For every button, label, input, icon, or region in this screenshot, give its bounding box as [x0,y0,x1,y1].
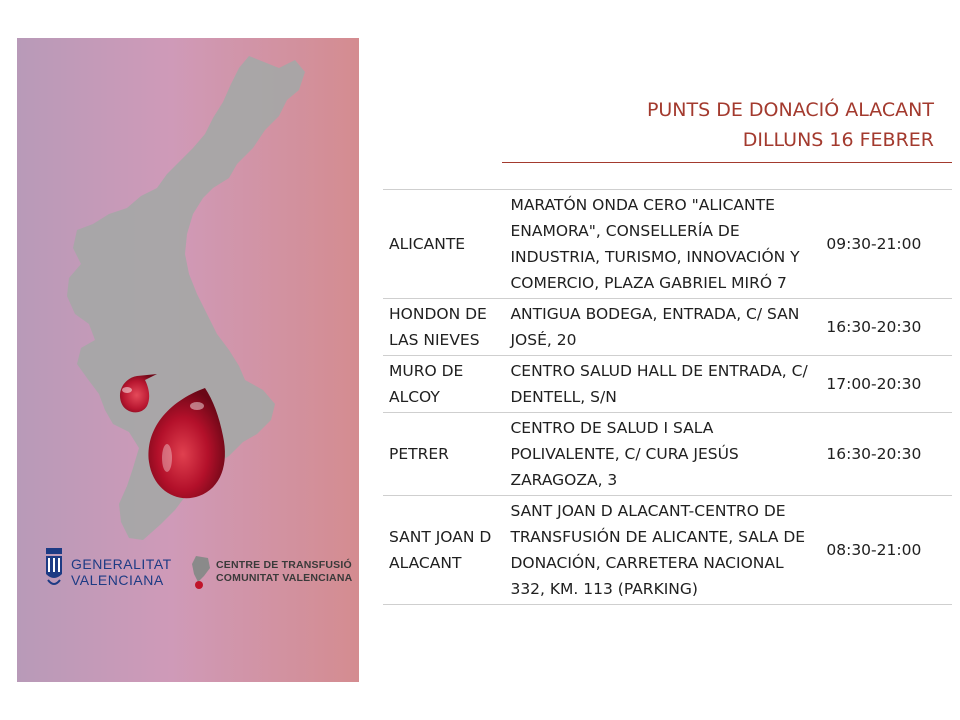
town-cell: SANT JOAN D ALACANT [383,496,504,605]
place-cell: CENTRO SALUD HALL DE ENTRADA, C/ DENTELL, S/N [504,356,818,413]
centre-transfusio-logo [190,554,355,594]
generalitat-logo-text: GENERALITAT VALENCIANA [71,556,172,588]
title-line-1: PUNTS DE DONACIÓ ALACANT [646,99,934,121]
title-line-2: DILLUNS 16 FEBRER [742,129,934,151]
large-drop-highlight [162,444,172,472]
time-cell: 16:30-20:30 [818,299,952,356]
small-drop-highlight [122,387,132,393]
town-cell: MURO DE ALCOY [383,356,504,413]
place-cell: ANTIGUA BODEGA, ENTRADA, C/ SAN JOSÉ, 20 [504,299,818,356]
town-cell: HONDON DE LAS NIEVES [383,299,504,356]
centre-transfusio-logo-text: CENTRE DE TRANSFUSIÓ COMUNITAT VALENCIANA [216,559,353,584]
generalitat-valenciana-logo [44,546,194,590]
time-cell: 08:30-21:00 [818,496,952,605]
time-cell: 17:00-20:30 [818,356,952,413]
centre-transfusio-mark-icon [190,554,212,592]
table-row [383,413,952,496]
coat-of-arms-icon [44,548,64,590]
promo-panel [17,38,359,682]
title-divider [502,162,952,163]
table-row [383,356,952,413]
place-cell: CENTRO DE SALUD I SALA POLIVALENTE, C/ CURA JESÚS ZARAGOZA, 3 [504,413,818,496]
town-cell: PETRER [383,413,504,496]
time-cell: 09:30-21:00 [818,190,952,299]
table-row [383,496,952,605]
place-cell: MARATÓN ONDA CERO "ALICANTE ENAMORA", CONSELLERÍA DE INDUSTRIA, TURISMO, INNOVACIÓN Y COMERCIO, PLAZA GABRIEL MIRÓ 7 [504,190,818,299]
time-cell: 16:30-20:30 [818,413,952,496]
large-drop-highlight-top [190,402,204,410]
table-row [383,190,952,299]
place-cell: SANT JOAN D ALACANT-CENTRO DE TRANSFUSIÓN DE ALICANTE, SALA DE DONACIÓN, CARRETERA NACIONAL 332, KM. 113 (PARKING) [504,496,818,605]
donation-points-table [383,189,952,605]
town-cell: ALICANTE [383,190,504,299]
table-row [383,299,952,356]
page-title [647,95,934,155]
